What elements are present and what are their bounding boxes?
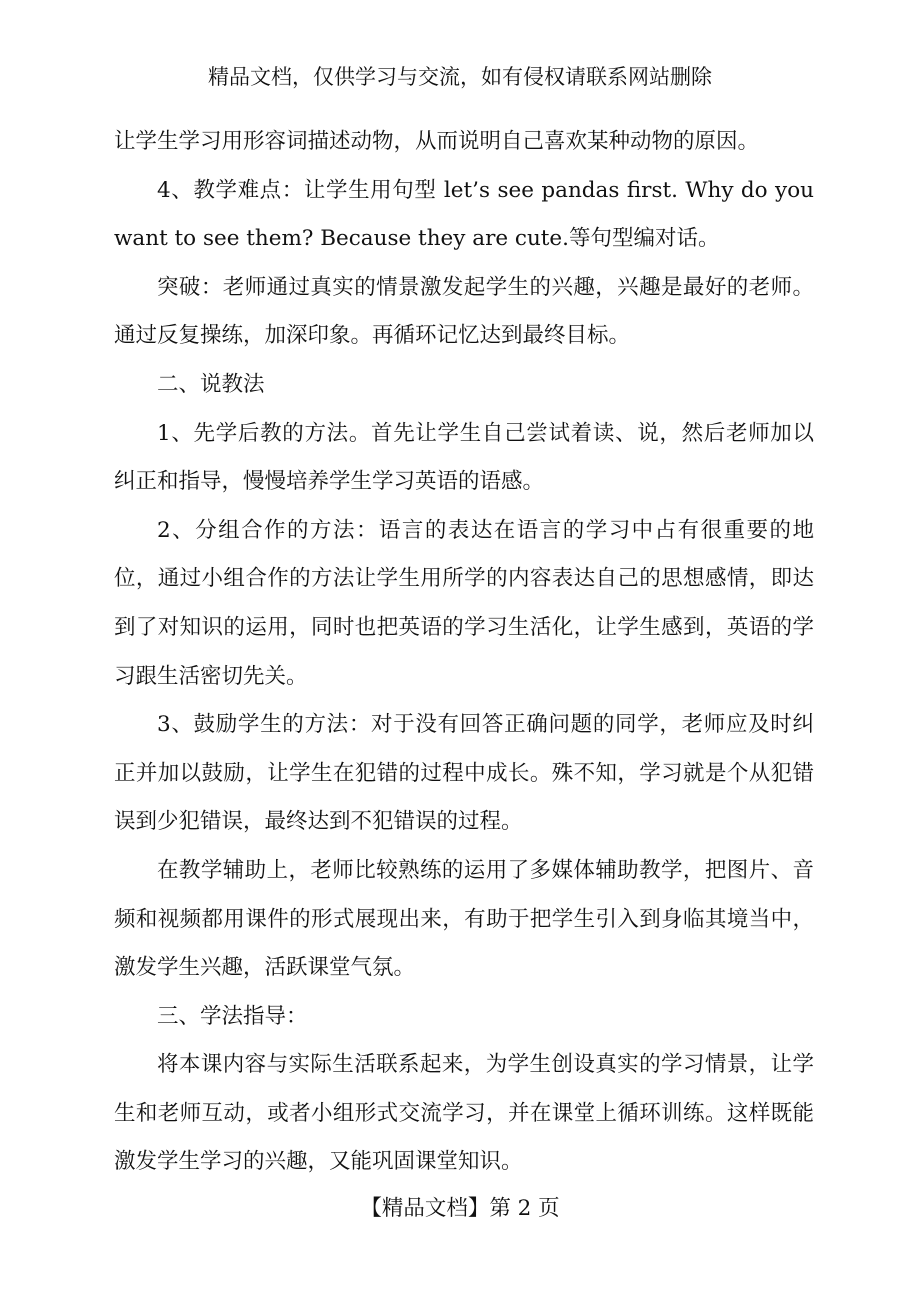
section-heading-teaching-methods: 二、说教法 — [157, 371, 265, 397]
page-header: 精品文档，仅供学习与交流，如有侵权请联系网站删除 — [208, 65, 712, 89]
paragraph-teaching-difficulty: 4、教学难点：让学生用句型 let’s see pandas first. Why do you want to see them? Because they are cute.等句型编对话。 — [114, 177, 814, 252]
paragraph-method-3: 3、鼓励学生的方法：对于没有回答正确问题的同学，老师应及时纠正并加以鼓励，让学生在犯错的过程中成长。殊不知，学习就是个从犯错误到少犯错误，最终达到不犯错误的过程。 — [114, 712, 814, 835]
paragraph-breakthrough: 突破：老师通过真实的情景激发起学生的兴趣，兴趣是最好的老师。通过反复操练，加深印象。再循环记忆达到最终目标。 — [114, 274, 814, 349]
document-body — [114, 118, 814, 1187]
paragraph-teaching-aids: 在教学辅助上，老师比较熟练的运用了多媒体辅助教学，把图片、音频和视频都用课件的形式展现出来，有助于把学生引入到身临其境当中，激发学生兴趣，活跃课堂气氛。 — [114, 857, 814, 981]
paragraph-learning-guidance: 将本课内容与实际生活联系起来，为学生创设真实的学习情景，让学生和老师互动，或者小组形式交流学习，并在课堂上循环训练。这样既能激发学生学习的兴趣，又能巩固课堂知识。 — [114, 1052, 814, 1175]
section-heading-learning-guidance: 三、学法指导： — [157, 1003, 308, 1029]
paragraph-method-1: 1、先学后教的方法。首先让学生自己尝试着读、说，然后老师加以纠正和指导，慢慢培养学生学习英语的语感。 — [114, 420, 814, 495]
page-footer: 【精品文档】第 2 页 — [360, 1196, 560, 1221]
paragraph-method-2: 2、分组合作的方法：语言的表达在语言的学习中占有很重要的地位，通过小组合作的方法让学生用所学的内容表达自己的思想感情，即达到了对知识的运用，同时也把英语的学习生活化，让学生感到，英语的学习跟生活密切先关。 — [114, 517, 814, 689]
paragraph-teaching-focus-continued: 让学生学习用形容词描述动物，从而说明自己喜欢某种动物的原因。 — [114, 129, 760, 154]
